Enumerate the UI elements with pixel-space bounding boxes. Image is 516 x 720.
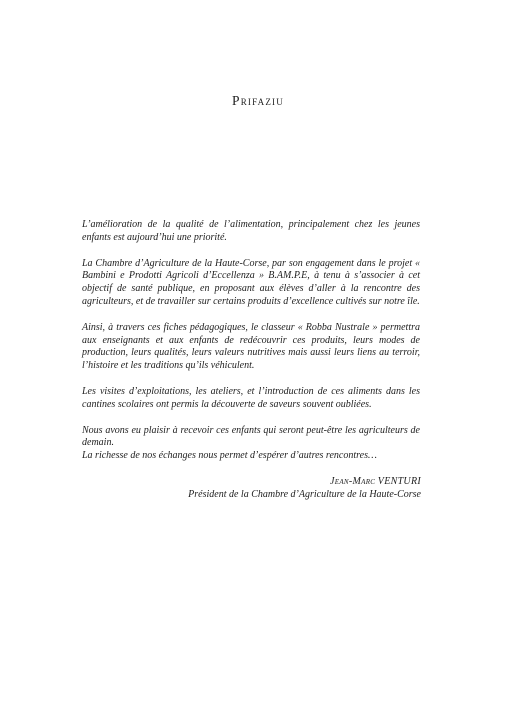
paragraph-3: Ainsi, à travers ces fiches pédagogiques, le classeur « Robba Nustrale » permettra aux enseignants et aux enfants de redécouvrir ces produits, leurs modes de production, leurs qualités, leurs valeurs nutritives mais aussi leurs liens au terroir, l’histoire et les traditions qu’ils véhiculent. <box>82 321 420 372</box>
signatory-role: Président de la Chambre d’Agriculture de la Haute-Corse <box>188 489 421 500</box>
signatory-name <box>83 475 421 488</box>
paragraph-4: Les visites d’exploitations, les ateliers, et l’introduction de ces aliments dans les cantines scolaires ont permis la découverte de saveurs souvent oubliées. <box>82 385 420 410</box>
signatory-first-name: Jean-Marc <box>330 476 376 487</box>
signatory-surname: VENTURI <box>377 476 421 487</box>
closing-line-1: Nous avons eu plaisir à recevoir ces enfants qui seront peut-être les agriculteurs de demain. <box>82 424 420 449</box>
signature-block <box>83 475 421 501</box>
closing-line-2: La richesse de nos échanges nous permet d’espérer d’autres rencontres… <box>82 450 377 462</box>
page-title: Prifaziu <box>232 93 284 108</box>
paragraph-2: La Chambre d’Agriculture de la Haute-Corse, par son engagement dans le projet « Bambini e Prodotti Agricoli d’Eccellenza » B.AM.P.E, à tenu à s’associer à cet objectif de santé publique, en proposant aux élèves d’aller à la rencontre des agriculteurs, et de travailler sur certains produits d’excellence cultivés sur notre île. <box>82 257 420 307</box>
paragraph-1: L’amélioration de la qualité de l’alimentation, principalement chez les jeunes enfants est aujourd’hui une priorité. <box>82 219 420 243</box>
preface-body <box>82 219 420 463</box>
